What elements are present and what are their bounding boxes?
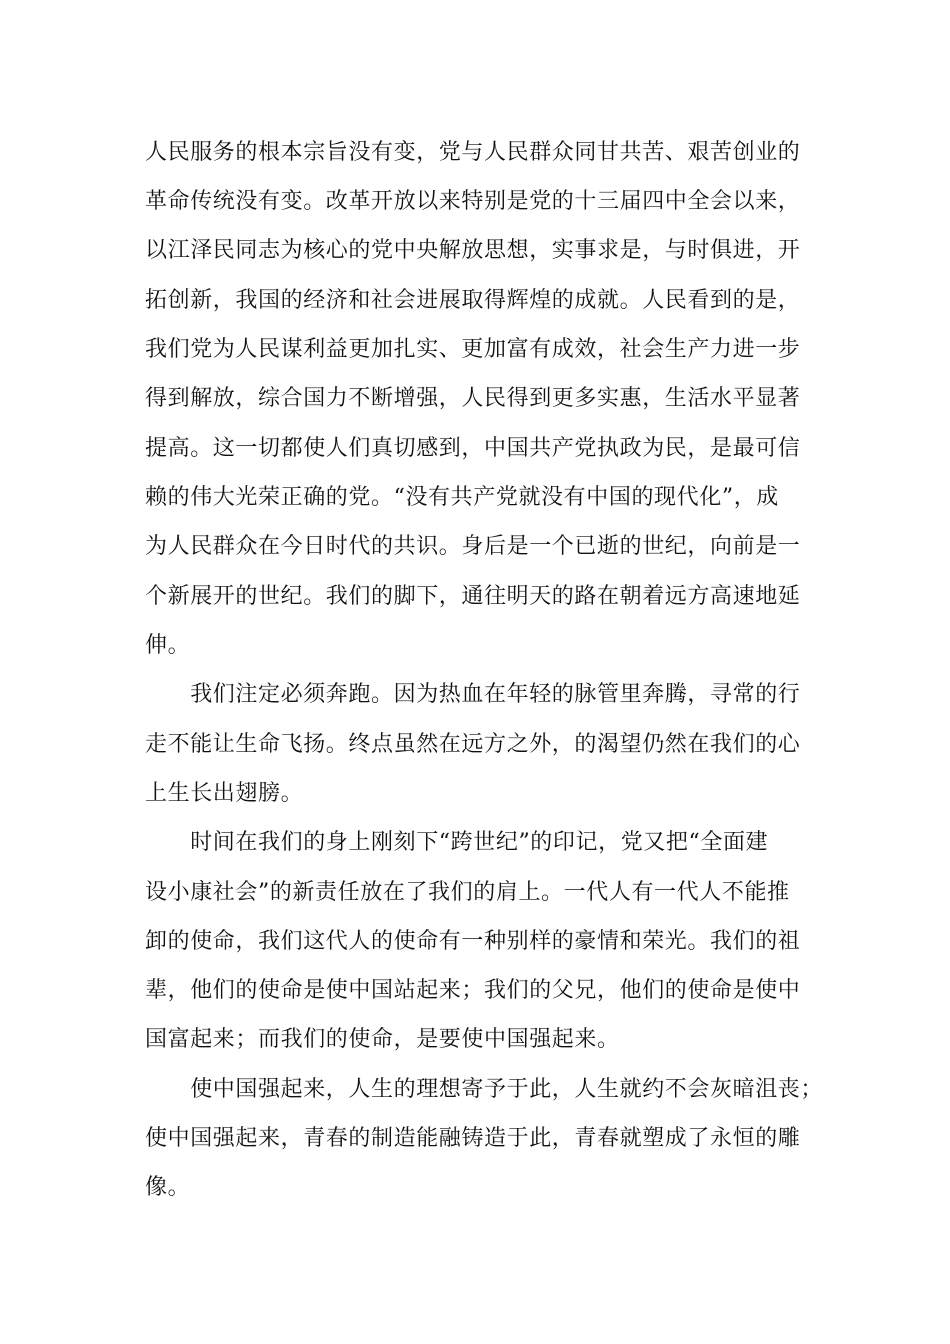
- text-line: 得到解放，综合国力不断增强，人民得到更多实惠，生活水平显著: [145, 386, 801, 411]
- text-line: 人民服务的根本宗旨没有变，党与人民群众同甘共苦、艰苦创业的: [145, 140, 801, 165]
- text-line: 像。: [145, 1175, 191, 1200]
- text-line: 为人民群众在今日时代的共识。身后是一个已逝的世纪，向前是一: [145, 534, 801, 559]
- text-line: 上生长出翅膀。: [145, 781, 304, 806]
- text-line: 走不能让生命飞扬。终点虽然在远方之外，的渴望仍然在我们的心: [145, 732, 801, 757]
- text-line: 我们注定必须奔跑。因为热血在年轻的脉管里奔腾，寻常的行: [145, 682, 801, 707]
- text-line: 设小康社会”的新责任放在了我们的肩上。一代人有一代人不能推: [145, 880, 790, 905]
- text-line: 伸。: [145, 633, 191, 658]
- text-line: 革命传统没有变。改革开放以来特别是党的十三届四中全会以来，: [145, 189, 801, 214]
- text-line: 国富起来；而我们的使命，是要使中国强起来。: [145, 1027, 620, 1052]
- text-line: 以江泽民同志为核心的党中央解放思想，实事求是，与时俱进，开: [145, 238, 801, 263]
- text-line: 使中国强起来，青春的制造能融铸造于此，青春就塑成了永恒的雕: [145, 1126, 801, 1151]
- text-line: 个新展开的世纪。我们的脚下，通往明天的路在朝着远方高速地延: [145, 584, 801, 609]
- text-line: 我们党为人民谋利益更加扎实、更加富有成效，社会生产力进一步: [145, 337, 801, 362]
- text-line: 时间在我们的身上刚刻下“跨世纪”的印记，党又把“全面建: [145, 830, 769, 855]
- text-line: 赖的伟大光荣正确的党。“没有共产党就没有中国的现代化”，成: [145, 485, 779, 510]
- text-line: 辈，他们的使命是使中国站起来；我们的父兄，他们的使命是使中: [145, 978, 801, 1003]
- text-line: 提高。这一切都使人们真切感到，中国共产党执政为民，是最可信: [145, 436, 801, 461]
- text-line: 拓创新，我国的经济和社会进展取得辉煌的成就。人民看到的是，: [145, 288, 801, 313]
- text-line: 使中国强起来，人生的理想寄予于此，人生就约不会灰暗沮丧；: [145, 1077, 824, 1102]
- text-line: 卸的使命，我们这代人的使命有一种别样的豪情和荣光。我们的祖: [145, 929, 801, 954]
